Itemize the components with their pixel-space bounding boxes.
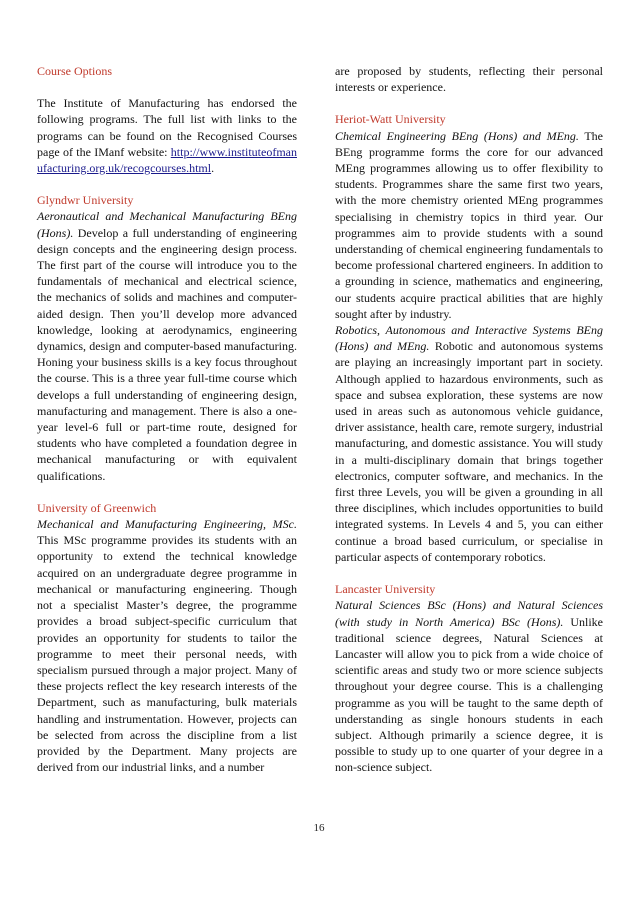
heriot-watt-robotics-paragraph: [335, 322, 603, 565]
heriot-watt-heading: Heriot-Watt University: [335, 112, 446, 127]
course-options-period: .: [211, 161, 215, 176]
glyndwr-heading: Glyndwr University: [37, 193, 134, 208]
course-options-paragraph: [37, 95, 297, 176]
heriot-watt-robotics-description: Robotic and autonomous systems are playing an increasingly important part in society. Although applied to hazardous environments, such as space and subsea exploration, these systems are now used in areas such as autonomous vehicle guidance, driver assistance, health care, remote surgery, industrial manufacturing, and domestic assistance. You will study in a multi-disciplinary domain that brings together electronics, computer software, and mechanics. In the first three Levels, you will be given a grounding in all three disciplines, which includes opportunities to build integrated systems. In Levels 4 and 5, you can either continue a broad based curriculum, or specialise in particular aspects of contemporary robotics.: [335, 339, 603, 564]
right-column: [335, 63, 603, 776]
glyndwr-course-title: Aeronautical and Mechanical Manufacturing BEng (Hons).: [37, 209, 297, 240]
greenwich-course-title: Mechanical and Manufacturing Engineering, MSc.: [37, 517, 297, 532]
greenwich-continuation: are proposed by students, reflecting their personal interests or experience.: [335, 64, 603, 95]
course-options-text: The Institute of Manufacturing has endorsed the following programs. The full list with links to the programs can be found on the Recognised Courses page of the IManf website:: [37, 96, 297, 159]
course-options-heading: Course Options: [37, 64, 112, 78]
lancaster-paragraph: [335, 597, 603, 775]
glyndwr-course-description: Develop a full understanding of engineering design concepts and the engineering design process. The first part of the course will introduce you to the fundamentals of mechanical and electrical science, the mechanics of solids and machines and computer-aided design. Then you’ll develop more advanced knowledge, looking at aerodynamics, engineering dynamics, design and computer-based manufacturing. Honing your business skills is a key focus throughout the course. This is a three year full-time course which develops a full understanding of engineering design, manufacturing and management. There is also a one-year level-6 full or part-time route, designed for students who have completed a foundation degree in mechanical manufacturing or with equivalent qualifications.: [37, 225, 297, 483]
heriot-watt-chemical-paragraph: [335, 128, 603, 322]
lancaster-heading: Lancaster University: [335, 582, 436, 597]
lancaster-course-description: Unlike traditional science degrees, Natural Sciences at Lancaster will allow you to pick from a wide choice of scientific areas and study two or more science subjects throughout your degree course. This is a challenging programme as you will be taught to the same depth of understanding as single honours students in each subject. Although primarily a science degree, it is possible to study up to one quarter of your degree in a non-science subject.: [335, 614, 603, 775]
glyndwr-paragraph: [37, 208, 297, 483]
greenwich-paragraph: [37, 516, 297, 775]
heriot-watt-chemical-description: The BEng programme forms the core for our advanced MEng programmes allowing us to offer flexibility to students. Programmes share the same first two years, with the more chemistry oriented MEng programmes specialising in chemistry topics in third year. Our programmes aim to provide students with a sound understanding of chemical engineering fundamentals to become professional chartered engineers. In addition to a grounding in science, mathematics and engineering, our students acquire practical abilities that are highly sought after by industry.: [335, 128, 603, 321]
lancaster-course-title: Natural Sciences BSc (Hons) and Natural Sciences (with study in North America) BSc (Hons).: [335, 598, 603, 629]
greenwich-heading: University of Greenwich: [37, 500, 157, 515]
page-number: 16: [313, 822, 325, 834]
heriot-watt-chemical-title: Chemical Engineering BEng (Hons) and MEng.: [335, 128, 579, 143]
greenwich-course-description: This MSc programme provides its students with an opportunity to extend the technical knowledge acquired on an undergraduate degree programme in mechanical or manufacturing engineering. Though not a specialist Master’s degree, the programme provides a broad subject-specific curriculum that provides an opportunity for students to tailor the programme to meet their personal needs, with specialism pursued through a major project. Many of these projects reflect the key research interests of the Department, such as manufacturing, bulk materials handling and instrumentation. However, projects can be selected from across the discipline from a list provided by the Department. Many projects are derived from our industrial links, and a number: [37, 533, 297, 775]
heriot-watt-robotics-title: Robotics, Autonomous and Interactive Systems BEng (Hons) and MEng.: [335, 323, 603, 354]
left-column: [37, 63, 297, 775]
imanf-courses-link[interactable]: http://www.instituteofmanufacturing.org.uk/recogcourses.html: [37, 144, 297, 176]
